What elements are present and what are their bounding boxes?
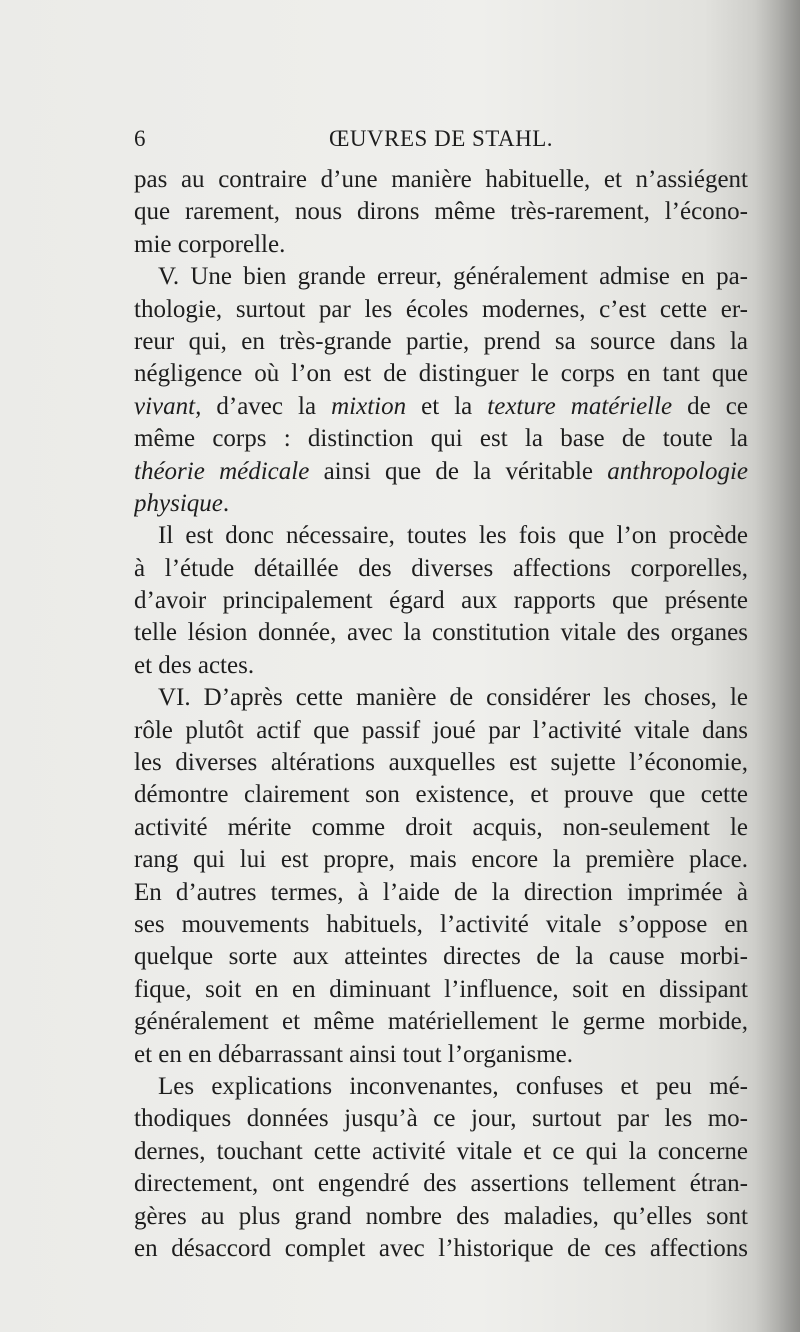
text-fragment: . <box>222 489 230 517</box>
text-fragment: ainsi que de la véritable <box>309 457 608 485</box>
text-line: quelque sorte aux atteintes directes de la cause morbi- <box>134 943 748 971</box>
text-line: reur qui, en très-grande partie, prend sa source dans la <box>134 327 748 355</box>
text-line: ses mouvements habituels, l’activité vitale s’oppose en <box>134 910 748 938</box>
text-line: que rarement, nous dirons même très-rarement, l’écono- <box>134 198 748 226</box>
text-line: dernes, touchant cette activité vitale et ce qui la concerne <box>134 1137 748 1165</box>
text-fragment: de ce <box>672 392 748 420</box>
italic-term: théorie médicale <box>134 457 310 485</box>
text-line: VI. D’après cette manière de considérer les choses, le <box>158 684 748 712</box>
text-line: généralement et même matériellement le germe morbide, <box>134 1008 748 1036</box>
page-header <box>134 126 748 154</box>
text-line: En d’autres termes, à l’aide de la direction imprimée à <box>134 878 748 906</box>
italic-term: vivant, <box>134 392 202 420</box>
italic-term: mixtion <box>331 392 407 420</box>
text-line: rang qui lui est propre, mais encore la première place. <box>134 846 748 874</box>
text-line: négligence où l’on est de distinguer le corps en tant que <box>134 360 748 388</box>
text-line <box>134 488 748 520</box>
text-line: thologie, surtout par les écoles modernes, c’est cette er- <box>134 295 748 323</box>
italic-term: texture matérielle <box>487 392 673 420</box>
italic-term: anthropologie <box>607 457 748 485</box>
text-line: activité mérite comme droit acquis, non-seulement le <box>134 813 748 841</box>
text-line: d’avoir principalement égard aux rapports que présente <box>134 587 748 615</box>
text-line: V. Une bien grande erreur, généralement admise en pa- <box>158 263 748 291</box>
text-line: rôle plutôt actif que passif joué par l’activité vitale dans <box>134 716 748 744</box>
text-line: et en en débarrassant ainsi tout l’organisme. <box>134 1040 573 1068</box>
text-line: pas au contraire d’une manière habituelle, et n’assiégent <box>134 166 748 193</box>
italic-term: physique <box>134 489 223 517</box>
text-line: fique, soit en en diminuant l’influence, soit en dissipant <box>134 975 748 1003</box>
text-line: en désaccord complet avec l’historique de ces affections <box>134 1234 748 1262</box>
text-line: même corps : distinction qui est la base de toute la <box>134 425 748 453</box>
text-line: gères au plus grand nombre des maladies, qu’elles sont <box>134 1202 748 1230</box>
text-fragment: et la <box>406 392 488 420</box>
text-line: Les explications inconvenantes, confuses et peu mé- <box>158 1072 748 1100</box>
page-number: 6 <box>134 126 146 151</box>
body-text <box>134 164 748 1265</box>
text-line: thodiques données jusqu’à ce jour, surtout par les mo- <box>134 1105 748 1133</box>
text-line: Il est donc nécessaire, toutes les fois que l’on procède <box>158 522 748 550</box>
text-line: directement, ont engendré des assertions tellement étran- <box>134 1170 748 1198</box>
text-line: à l’étude détaillée des diverses affections corporelles, <box>134 554 748 582</box>
text-fragment: d’avec la <box>201 392 332 420</box>
text-line <box>134 456 748 488</box>
text-line <box>134 391 748 423</box>
spine-shadow <box>754 0 800 1332</box>
text-line: mie corporelle. <box>134 230 286 258</box>
text-line: et des actes. <box>134 651 255 679</box>
text-line: démontre clairement son existence, et prouve que cette <box>134 781 748 809</box>
text-line: telle lésion donnée, avec la constitution vitale des organes <box>134 619 748 647</box>
running-title: ŒUVRES DE STAHL. <box>328 126 554 151</box>
text-line: les diverses altérations auxquelles est sujette l’économie, <box>134 749 748 777</box>
